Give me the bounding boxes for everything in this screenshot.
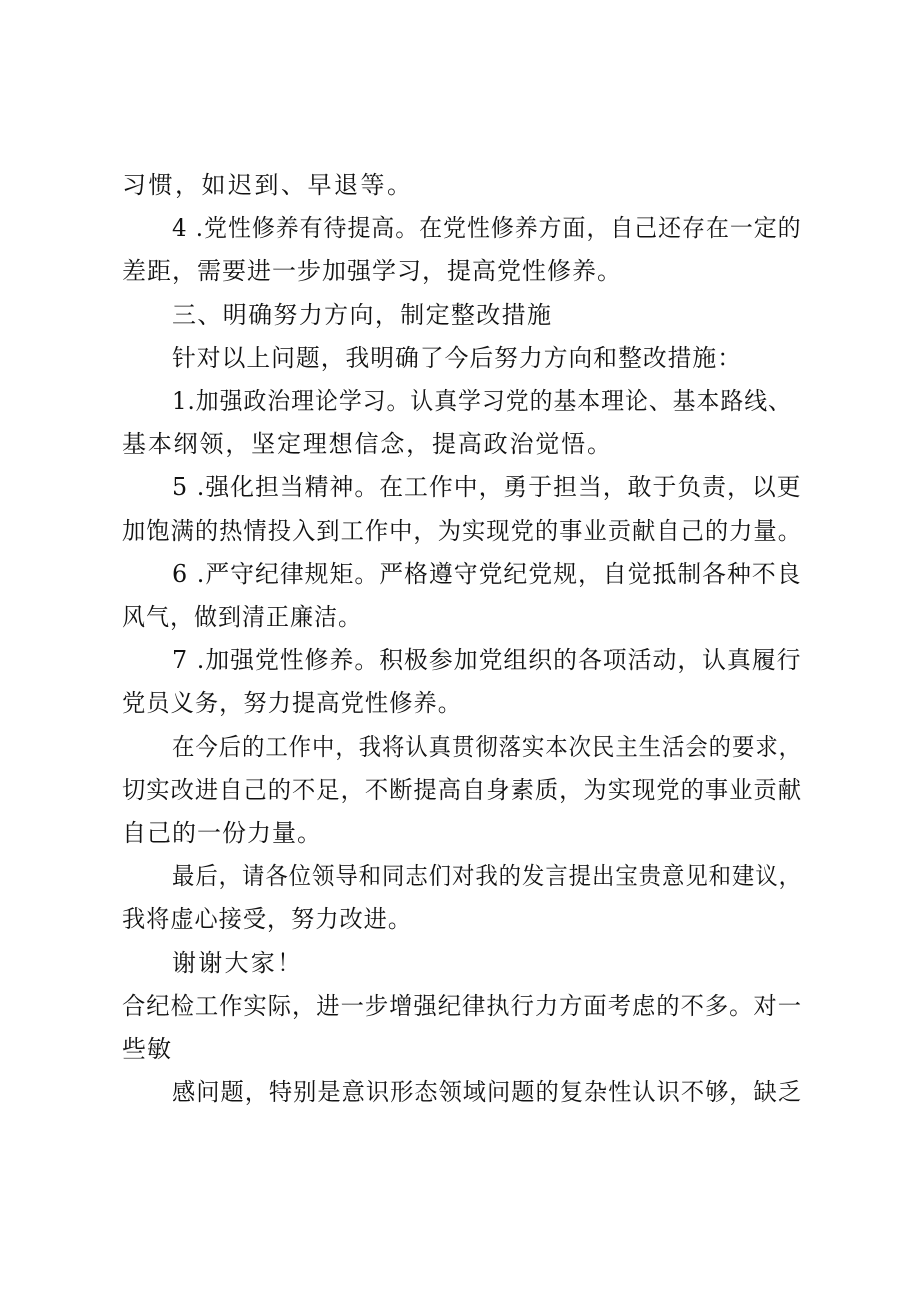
text-line: 4 .党性修养有待提高。在党性修养方面，自己还存在一定的 — [172, 214, 802, 242]
text-line: 习惯，如迟到、早退等。 — [122, 171, 414, 199]
text-line: 针对以上问题，我明确了今后努力方向和整改措施： — [172, 344, 742, 372]
text-line: 感问题，特别是意识形态领域问题的复杂性认识不够，缺乏 — [172, 1078, 802, 1106]
text-line: 些敏 — [122, 1035, 172, 1063]
section-heading: 三、明确努力方向，制定整改措施 — [172, 301, 553, 329]
text-line: 6 .严守纪律规矩。严格遵守党纪党规，自觉抵制各种不良 — [172, 560, 802, 588]
text-line: 在今后的工作中，我将认真贯彻落实本次民主生活会的要求， — [172, 733, 802, 761]
text-line: 合纪检工作实际，进一步增强纪律执行力方面考虑的不多。对一 — [122, 992, 802, 1020]
text-line: 基本纲领，坚定理想信念，提高政治觉悟。 — [122, 430, 613, 458]
text-line: 7 .加强党性修养。积极参加党组织的各项活动，认真履行 — [172, 646, 802, 674]
text-line: 自己的一份力量。 — [122, 819, 322, 847]
text-line: 党员义务，努力提高党性修养。 — [122, 689, 462, 717]
text-line: 谢谢大家！ — [172, 949, 304, 977]
text-line: 差距，需要进一步加强学习，提高党性修养。 — [122, 257, 622, 285]
text-line: 切实改进自己的不足，不断提高自身素质，为实现党的事业贡献 — [122, 776, 802, 804]
text-line: 加饱满的热情投入到工作中，为实现党的事业贡献自己的力量。 — [122, 517, 802, 545]
text-line: 1.加强政治理论学习。认真学习党的基本理论、基本路线、 — [172, 387, 792, 415]
text-line: 我将虚心接受，努力改进。 — [122, 905, 412, 933]
text-line: 风气，做到清正廉洁。 — [122, 603, 362, 631]
text-line: 5 .强化担当精神。在工作中，勇于担当，敢于负责，以更 — [172, 473, 802, 501]
text-line: 最后，请各位领导和同志们对我的发言提出宝贵意见和建议， — [172, 862, 802, 890]
